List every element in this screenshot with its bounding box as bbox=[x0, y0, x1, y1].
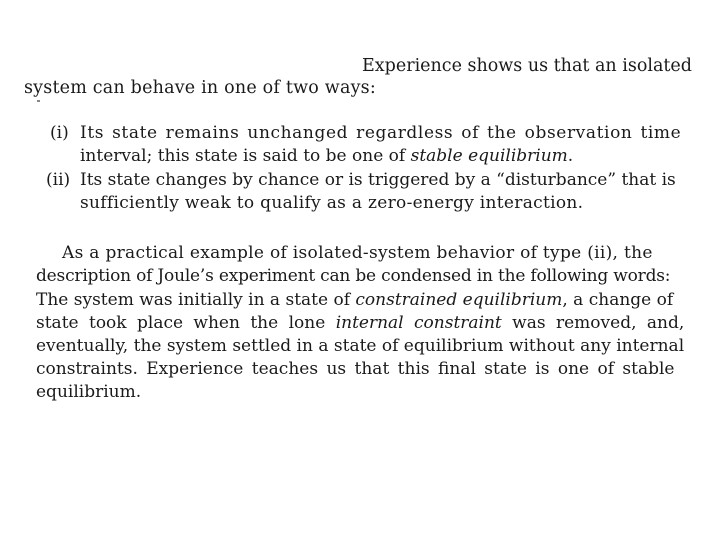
item-1-line2 bbox=[80, 146, 573, 166]
item-1-line2-text: interval; this state is said to be one of bbox=[80, 146, 411, 166]
paragraph2-line6: constraints. Experience teaches us that this final state is one of stable bbox=[36, 359, 675, 379]
item-1-line1: Its state remains unchanged regardless of the observation time bbox=[80, 123, 682, 143]
paragraph2-line4-emphasis: internal constraint bbox=[335, 313, 502, 333]
paragraph2-line4-text: state took place when the lone bbox=[36, 313, 336, 333]
item-2-line1: Its state changes by chance or is triggered by a “disturbance” that is bbox=[80, 170, 676, 190]
paragraph2-line3-text: The system was initially in a state of bbox=[36, 290, 356, 310]
item-1-line2-emphasis: stable equilibrium bbox=[410, 146, 568, 166]
paragraph2-line7: equilibrium. bbox=[36, 382, 142, 402]
item-2-number: (ii) bbox=[46, 170, 71, 190]
paragraph2-line3-emphasis: constrained equilibrium bbox=[355, 290, 563, 310]
item-2-line2: sufficiently weak to qualify as a zero-energy interaction. bbox=[80, 193, 584, 213]
paragraph2-line5: eventually, the system settled in a state of equilibrium without any internal bbox=[36, 336, 685, 356]
paragraph2-line3-end: , a change of bbox=[562, 290, 674, 310]
paragraph2-line3 bbox=[36, 290, 673, 310]
paragraph1-line1: Experience shows us that an isolated bbox=[362, 56, 692, 76]
paragraph2-line4 bbox=[36, 313, 684, 333]
item-1-line2-end: . bbox=[567, 146, 574, 166]
scan-speck bbox=[37, 100, 40, 102]
paragraph2-line4-end: was removed, and, bbox=[501, 313, 685, 333]
paragraph2-line2: description of Joule’s experiment can be condensed in the following words: bbox=[36, 266, 671, 286]
item-1-number: (i) bbox=[50, 123, 69, 143]
paragraph2-line1: As a practical example of isolated-system behavior of type (ii), the bbox=[62, 243, 653, 263]
paragraph1-line2: system can behave in one of two ways: bbox=[24, 78, 376, 98]
